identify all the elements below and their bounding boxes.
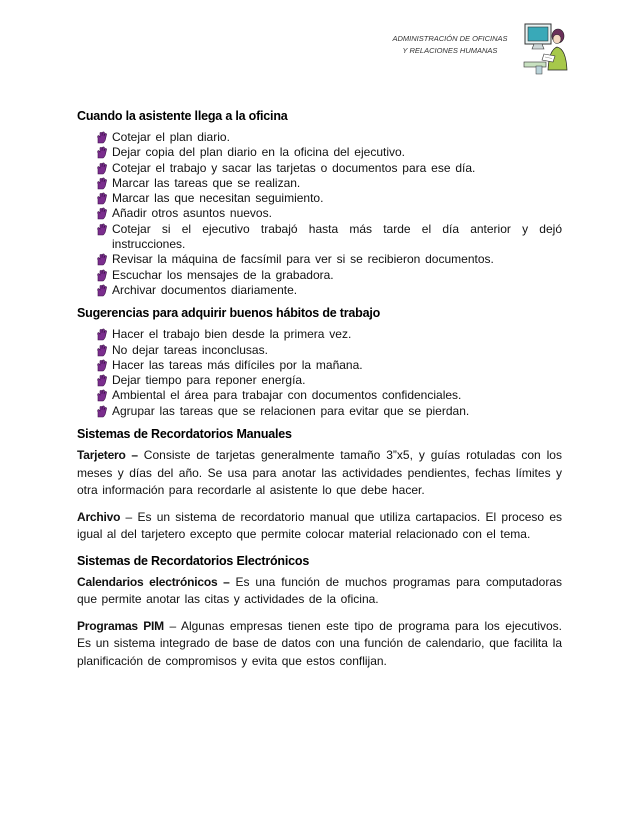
hand-bullet-icon [95, 207, 108, 220]
text-pim: – Algunas empresas tienen este tipo de programa para los ejecutivos. Es un sistema integrado de base de datos con una función de calendario, que facilita la planificación de compromisos y evita que estos conflijan. [77, 618, 563, 668]
list-item-text: Revisar la máquina de facsímil para ver si se recibieron documentos. [112, 252, 494, 267]
hand-bullet-icon [95, 328, 108, 341]
list-item-text: Ambiental el área para trabajar con documentos confidenciales. [112, 388, 462, 403]
list-item [95, 388, 562, 403]
list-item [95, 130, 562, 145]
list-item [95, 327, 562, 342]
term-calendarios: Calendarios electrónicos – [77, 574, 230, 589]
hand-bullet-icon [95, 192, 108, 205]
list-item [95, 191, 562, 206]
habitos-list [77, 327, 562, 419]
header-line-2: Y RELACIONES HUMANAS [402, 45, 498, 55]
section-title-electronicos: Sistemas de Recordatorios Electrónicos [77, 553, 310, 568]
list-item-text: Hacer el trabajo bien desde la primera vez. [112, 327, 352, 342]
list-item [95, 404, 562, 419]
hand-bullet-icon [95, 253, 108, 266]
header-line-1: ADMINISTRACIÓN DE OFICINAS [392, 34, 508, 43]
list-item-text: Marcar las que necesitan seguimiento. [112, 191, 324, 206]
hand-bullet-icon [95, 269, 108, 282]
paragraph-calendarios [77, 574, 562, 609]
list-item-text: Marcar las tareas que se realizan. [112, 175, 301, 190]
list-item-text: Cotejar el trabajo y sacar las tarjetas o documentos para ese día. [112, 160, 476, 175]
list-item [95, 145, 562, 160]
list-item [95, 176, 562, 191]
hand-bullet-icon [95, 177, 108, 190]
hand-bullet-icon [95, 344, 108, 357]
hand-bullet-icon [95, 162, 108, 175]
section-title-manuales: Sistemas de Recordatorios Manuales [77, 427, 292, 442]
list-item [95, 161, 562, 176]
list-item [95, 206, 562, 221]
list-item-text: Cotejar si el ejecutivo trabajó hasta más tarde el día anterior y dejó instrucciones. [112, 221, 562, 252]
list-item-text: Añadir otros asuntos nuevos. [112, 206, 272, 221]
list-item-text: Escuchar los mensajes de la grabadora. [112, 267, 334, 282]
hand-bullet-icon [95, 359, 108, 372]
hand-bullet-icon [95, 131, 108, 144]
paragraph-archivo [77, 509, 562, 544]
list-item [95, 252, 562, 267]
paragraph-pim [77, 618, 562, 671]
term-tarjetero: Tarjetero – [77, 448, 138, 463]
list-item-text: Hacer las tareas más difíciles por la mañana. [112, 357, 363, 372]
hand-bullet-icon [95, 284, 108, 297]
list-item [95, 222, 562, 253]
hand-bullet-icon [95, 374, 108, 387]
text-tarjetero: Consiste de tarjetas generalmente tamaño 3”x5, y guías rotuladas con los meses y días del año. Se usa para anotar las actividades pendientes, fechas límites y otra información para recordarle al asistente lo que debe hacer. [77, 448, 562, 498]
list-item-text: Cotejar el plan diario. [112, 130, 230, 144]
list-item [95, 268, 562, 283]
page-header [380, 33, 520, 56]
text-calendarios: Es una función de muchos programas para computadoras que permite anotar las citas y actividades de la oficina. [77, 574, 562, 607]
document-body [77, 108, 562, 679]
hand-bullet-icon [95, 405, 108, 418]
list-item [95, 358, 562, 373]
text-archivo: – Es un sistema de recordatorio manual que utiliza cartapacios. El proceso es igual al del tarjetero excepto que permite colocar material relacionado con el tema. [77, 509, 562, 542]
list-item [95, 343, 562, 358]
list-item [95, 373, 562, 388]
list-item-text: Archivar documentos diariamente. [112, 282, 298, 297]
office-worker-clipart [522, 18, 568, 76]
list-item [95, 283, 562, 298]
section-title-habitos: Sugerencias para adquirir buenos hábitos de trabajo [77, 306, 381, 321]
list-item-text: Agrupar las tareas que se relacionen para evitar que se pierdan. [112, 403, 470, 418]
hand-bullet-icon [95, 223, 108, 236]
asistente-list [77, 130, 562, 298]
term-archivo: Archivo [77, 509, 121, 524]
paragraph-tarjetero [77, 447, 562, 500]
list-item-text: Dejar copia del plan diario en la oficina del ejecutivo. [112, 145, 406, 160]
section-title-asistente: Cuando la asistente llega a la oficina [77, 109, 288, 123]
term-pim: Programas PIM [77, 618, 164, 633]
hand-bullet-icon [95, 146, 108, 159]
hand-bullet-icon [95, 389, 108, 402]
list-item-text: Dejar tiempo para reponer energía. [112, 373, 306, 388]
list-item-text: No dejar tareas inconclusas. [112, 342, 268, 357]
